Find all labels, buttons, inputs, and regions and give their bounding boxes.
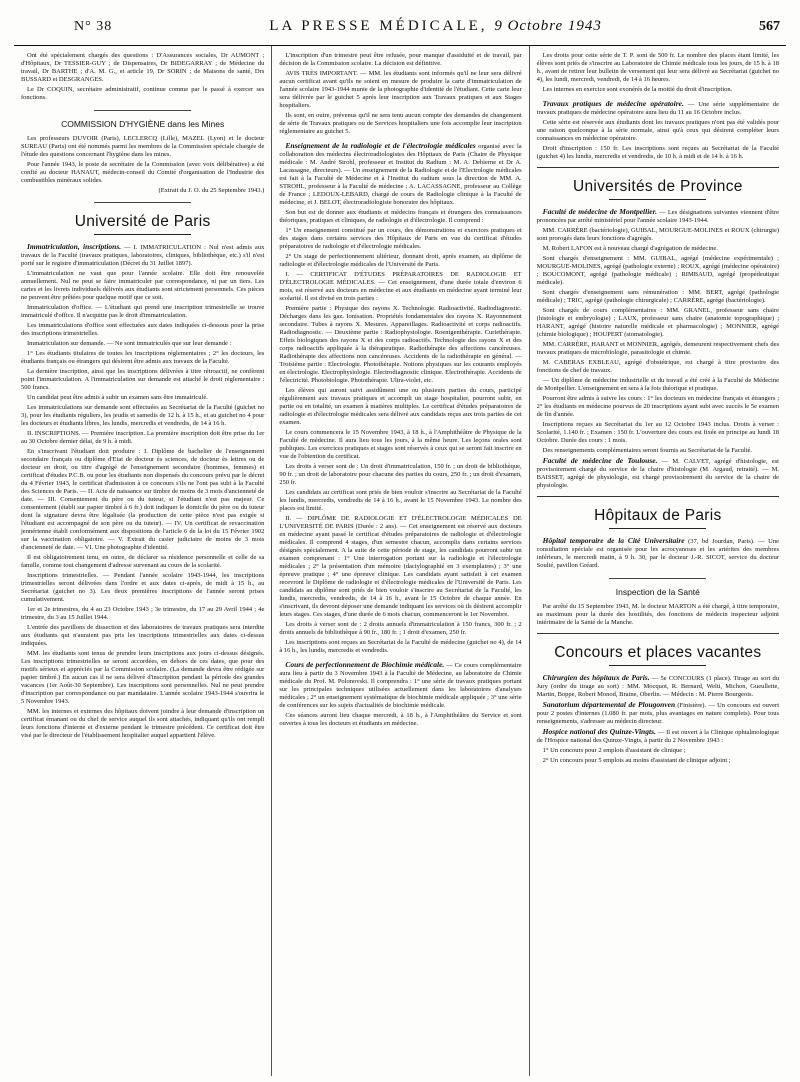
section-title-inspection: Inspection de la Santé	[615, 587, 700, 597]
section-title-univ-paris: Université de Paris	[21, 213, 264, 235]
paragraph	[537, 457, 779, 490]
paragraph: 1° Les étudiants titulaires de toutes les inscriptions réglementaires ; 2° les docteurs, les étudiants français ou étrangers qui désirent être admis aux travaux de la Faculté.	[21, 350, 265, 365]
paragraph: Ils sont, en outre, prévenus qu'il ne sera tenu aucun compte des demandes de changement de série de Travaux pratiques ou de Services hospitaliers une fois accomplie leur inscription réglementaire au guichet 5.	[279, 112, 522, 135]
paragraph	[279, 142, 521, 207]
paragraph-text: — M. CALVET, agrégé d'histologie, est provisoirement chargé du service de la chaire d'histologie (M. Argaud, retraité). — M. BAISSET, agrégé de physiologie, est chargé provisoirement du service de la chaire de physiologie.	[536, 458, 779, 489]
paragraph: I. — CERTIFICAT D'ÉTUDES PRÉPARATOIRES DE RADIOLOGIE ET D'ÉLECTROLOGIE MÉDICALES. — Cet enseignement, d'une durée totale d'environ 6 mois, est réservé aux docteurs en médecine et aux étudiants en médecine ayant terminé leur scolarité. Il est divisé en trois parties :	[279, 271, 522, 302]
lead-heading: Travaux pratiques de médecine opératoire.	[542, 99, 684, 108]
lead-heading: Hôpital temporaire de la Cité Universitaire	[542, 536, 685, 545]
paragraph: Les internes en exercice sont exonérés de la moitié du droit d'inscription.	[542, 86, 733, 93]
paragraph: 2° Un concours pour 5 emplois au moins d'assistant de clinique adjoint ;	[542, 757, 731, 764]
column-2	[271, 46, 528, 1076]
column-1	[14, 46, 271, 1076]
paragraph: Pourront être admis à suivre les cours : 1° les docteurs en médecine français et étrangers ; 2° les étudiants en médecine pourvus de 20 inscriptions ayant subi avec succès le 5e examen de fin d'année.	[536, 395, 779, 418]
paragraph: AVIS TRÈS IMPORTANT. — MM. les étudiants sont informés qu'il ne leur sera délivré aucun certificat avant qu'ils ne soient en mesure de produire la carte d'immatriculation de l'année scolaire 1943-1944 munie de la photographie d'identité de l'étudiant. Cette carte leur sera délivrée par le guichet 5 après leur inscription aux Travaux pratiques et aux Stages hospitaliers.	[279, 70, 522, 109]
lead-heading: Chirurgien des hôpitaux de Paris.	[542, 673, 650, 682]
paragraph: En s'inscrivant l'étudiant doit produire : I. Diplôme de bachelier de l'enseignement secondaire français ou diplôme d'Etat de docteur ès sciences, de docteur ès lettres ou de docteur en droit, ou titre d'agrégé de l'enseignement secondaire (hommes, femmes) et certificat d'études P.C.B. ou pour les étudiants non dispensés du concours prévu par le décret du 4 Février 1943, le certificat d'admission à ce concours s'ils ne l'ont pas subi à la Faculté des Sciences de Paris. — II. Acte de naissance sur timbre de moins de 3 mois d'ancienneté de date. — III. Consentement du père ou du tuteur, si l'étudiant n'est pas majeur. Ce consentement (établi sur papier timbré à 6 fr.) doit indiquer le domicile du père ou du tuteur dont la signature devra être légalisée (la production de cette pièce n'est pas exigée si l'étudiant est accompagné de son père ou du tuteur). — IV. Un certificat de revaccination jennérienne établi conformément aux dispositions de l'article 6 de la loi du 15 Février 1902 sur la vaccination obligatoire. — V. Extrait du casier judiciaire de moins de 3 mois d'ancienneté de date. — VI. Une photographie d'identité.	[21, 448, 265, 551]
paragraph: MM. les internes et externes des hôpitaux doivent joindre à leur demande d'inscription un certificat émanant ou du chef de service auquel ils sont attachés, indiquant qu'ils ont rempli leurs fonctions d'interne et d'externe pendant le trimestre précédent. Ce certificat doit être visé par le directeur de l'établissement hospitalier auquel appartient l'élève.	[21, 708, 265, 739]
paragraph	[537, 100, 779, 117]
columns	[14, 46, 786, 1076]
lead-heading: Cours de perfectionnement de Biochimie médicale.	[285, 660, 445, 669]
paragraph: Les immatriculations d'office sont effectuées aux dates indiquées ci-dessous pour la prise des inscriptions trimestrielles.	[21, 322, 265, 337]
paragraph-text: (37, bd Jourdan, Paris). — Une consultation spéciale est organisée pour les acrocyanoses et les artérites des membres inférieurs, le mercredi matin, à 9 h. 30, par le docteur J.-R. SICOT, service du docteur Soulié, pavillon Gréard.	[536, 538, 780, 569]
section-title-hopitaux: Hôpitaux de Paris	[537, 507, 779, 529]
section-title-province: Universités de Province	[537, 178, 779, 200]
paragraph: Les immatriculations sur demande sont effectuées au Secrétariat de la Faculté (guichet no 3), pour les étudiants réguliers, les jeudis et samedis de 12 h. à 15 h., et au guichet no 4 pour les docteurs et étudiants libres, les lundis, mercredis et vendredis, de 14 à 16 h.	[21, 404, 265, 427]
section-title-concours: Concours et places vacantes	[537, 644, 779, 666]
paragraph: 1er et 2e trimestres, du 4 au 23 Octobre 1943 ; 3e trimestre, du 17 au 29 Avril 1944 ; 4e trimestre, du 3 au 15 Juillet 1944.	[21, 606, 265, 621]
paragraph: Les inscriptions sont reçues au Secrétariat de la Faculté de médecine (guichet no 4), de 14 à 16 h., les lundis, mercredis et vendredis.	[279, 639, 522, 654]
paragraph: Les professeurs DUVOIR (Paris), LECLERCQ (Lille), MAZEL (Lyon) et le docteur SUREAU (Paris) ont été nommés parmi les membres de la Commission spéciale chargée de l'étude des questions concernant l'hygiène dans les mines.	[21, 135, 265, 158]
paragraph: Inscriptions reçues au Secrétariat du 1er au 12 Octobre 1943 inclus. Droits à verser : Scolarité, 1.140 fr. ; Examen : 150 fr. L'ouverture des cours est fixée en principe au lundi 18 Octobre. Durée des cours : 1 mois.	[536, 421, 779, 444]
lead-heading: Sanatorium départemental de Plougonven	[542, 700, 676, 709]
paragraph-text: — 5e CONCOURS (1 place). Tirage au sort du Jury (ordre du tirage au sort) : MM. Mocquot, R. Bernard, Welti, Michon, Gueullette, Martin, Boppe, Robert Monod, Braine, Oberlin. — Médecin : M. Pierre Bourgeois.	[536, 675, 779, 698]
paragraph: Première partie : Physique des rayons X. Technologie. Radioactivité. Radiodiagnostic. Décharges dans les gaz. Ionisation. Propriétés fondamentales des rayons X. Rayonnement secondaire. Tubes à rayons X. Mesures. Appareillages. Radioactivité et corps radioactifs. Radiodiagnostic. — Deuxième partie : Radiophysiologie. Roentgenthérapie. Curiethérapie. Effets biologiques des rayons X et des corps radioactifs. Technologie des rayons X et des corps radioactifs appliquée à la thérapeutique. Radiothérapie des affections cancéreuses. Radiothérapie des affections non cancéreuses. Accidents de la radiothérapie en général. — Troisième partie : Electrologie. Photothérapie. Notions physiques sur les courants employés en électrologie. Electrophysiologie. Electrodiagnostic clinique. Electrothérapie. Accidents de l'électricité. Photobiologie. Photothérapie. Ultra-violet, etc.	[279, 305, 522, 384]
divider	[609, 578, 706, 579]
paragraph: Sont chargés d'enseignement sans rémunération : MM. BERT, agrégé (pathologie médicale) ; TRIC, agrégé (pathologie chirurgicale) ; CARRÈRE, agrégé (bactériologie).	[536, 289, 779, 304]
paragraph: Sont chargés d'enseignement : MM. GUIBAL, agrégé (médecine expérimentale) ; MOURGUE-MOLINES, agrégé (pathologie externe) ; ROUX, agrégé (médecine opératoire) ; BOUCOMONT, agrégé (pathologie médicale) ; RIMBAUD, agrégé (propédeutique médicale).	[536, 255, 779, 286]
paragraph: — Un diplôme de médecine industrielle et du travail a été créé à la Faculté de Médecine de Montpellier. L'enseignement en sera à la fois théorique et pratique.	[536, 377, 779, 392]
paragraph	[537, 537, 779, 570]
paragraph: L'immatriculation ne vaut que pour l'année scolaire. Elle doit être renouvelée annuellement. Nul ne peut se faire immatriculer par correspondance, ni par un tiers. Les cartes et les livrets individuels délivrés aux étudiants sont strictement personnels. Ces pièces ne peuvent être prêtées pour quelque motif que ce soit.	[21, 270, 265, 301]
lead-heading: Immatriculation, inscriptions.	[27, 242, 122, 251]
paragraph: Droit d'inscription : 150 fr. Les inscriptions sont reçues au Secrétariat de la Faculté (guichet 4) les lundis, mercredis et vendredis, de 10 h. à midi et de 14 h. à 16 h.	[536, 145, 779, 160]
source-note: (Extrait du J. O. du 25 Septembre 1943.)	[158, 187, 265, 194]
masthead	[14, 18, 786, 46]
paragraph: L'inscription d'un trimestre peut être refusée, pour manque d'assiduité et de travail, par décision de la Commission scolaire. La décision est définitive.	[279, 52, 522, 67]
paragraph	[21, 243, 264, 268]
divider	[537, 167, 779, 168]
paragraph: Son but est de donner aux étudiants et médecins français et étrangers des connaissances théoriques, pratiques et cliniques, de radiologie et d'électrologie. Il comprend :	[279, 209, 522, 224]
paragraph	[537, 674, 779, 699]
paragraph: Inscriptions trimestrielles. — Pendant l'année scolaire 1943-1944, les inscriptions trimestrielles seront délivrées dans l'ordre et aux dates ci-après, de midi à 15 h., au Secrétariat (guichet no 3). Les deux premières inscriptions de l'année seront prises cumulativement.	[21, 572, 265, 603]
paragraph: Il est obligatoirement tenu, en outre, de déclarer sa résidence personnelle et celle de sa famille, comme tout changement d'adresse survenant au cours de la scolarité.	[21, 554, 265, 569]
divider	[94, 202, 191, 203]
paragraph: La dernière inscription, ainsi que les inscriptions délivrées à titre rétroactif, ne confèrent point l'immatriculation. A l'immatriculation sur demande est attaché le droit réglementaire : 500 francs.	[21, 368, 265, 391]
paragraph	[279, 661, 521, 710]
paragraph: Le Dr COQUIN, secrétaire administratif, continue comme par le passé à exercer ses fonctions.	[21, 86, 265, 101]
paragraph: Les candidats au certificat sont priés de bien vouloir s'inscrire au Secrétariat de la Faculté les lundis, mercredis, vendredis de 14 à 16 h., avant le 15 Novembre 1943. Le nombre des places est limité.	[279, 489, 522, 512]
paragraph: Les droits à verser sont de : 2 droits annuels d'immatriculation à 150 francs, 300 fr. ; 2 droits annuels de bibliothèque à 90 fr., 180 fr. ; 1 droit d'examen, 250 fr.	[279, 621, 522, 636]
paragraph: Les droits à verser sont de : Un droit d'immatriculation, 150 fr. ; un droit de bibliothèque, 90 fr. ; un droit de laboratoire pour chacune des parties du cours, 250 fr. ; un droit d'examen, 250 fr.	[279, 463, 522, 486]
paragraph: Immatriculation d'office. — L'étudiant qui prend une inscription trimestrielle se trouve immatriculé d'office. Il n'acquitte pas le droit d'immatriculation.	[21, 304, 265, 319]
paragraph	[537, 701, 779, 726]
paragraph: 1° Un enseignement constitué par un cours, des démonstrations et exercices pratiques et des stages dans certains services des Hôpitaux de Paris en vue du certificat d'études préparatoires de radiologie et d'électrologie médicales.	[279, 227, 522, 250]
paragraph: Le cours commencera le 15 Novembre 1943, à 18 h., à l'Amphithéâtre de Physique de la Faculté de médecine. Il aura lieu tous les jours, à la même heure. Les leçons orales sont publiques. Les exercices pratiques et stages sont réservés à ceux qui se seront fait inscrire en vue de l'obtention du certificat.	[279, 429, 522, 460]
paragraph: Les droits pour cette série de T. P. sont de 500 fr. Le nombre des places étant limité, les élèves sont priés de s'inscrire au Laboratoire de Chimie médicale tous les jours, de 15 h. à 18 h., avant de retirer leur bulletin de versement qui leur sera délivré au Secrétariat (guichet no 4), les lundi, mercredi, vendredi, de 14 à 16 heures.	[536, 52, 779, 83]
paragraph: II. INSCRIPTIONS. — Première inscription. La première inscription doit être prise du 1er au 30 Octobre dernier délai, de 9 h. à midi.	[21, 430, 265, 445]
paragraph: Des renseignements complémentaires seront fournis au Secrétariat de la Faculté.	[542, 447, 753, 454]
paragraph: Par arrêté du 15 Septembre 1943, M. le docteur MARTON a été chargé, à titre temporaire, au maximum pour la durée des hostilités, des fonctions de médecin inspecteur adjoint intérimaire de la Santé de la Manche.	[536, 603, 779, 626]
paragraph-text: — Ce cours complémentaire aura lieu à partir du 3 Novembre 1943 à la Faculté de Médecine, au laboratoire de Chimie médicale du Prof. M. Polonovski. Il comprendra : 1° une série de travaux pratiques portant sur les principales techniques utilisées actuellement dans les laboratoires d'analyses médicales ; 2° un enseignement systématique de biochimie médicale appliquée ; 3° une série de conférences sur les sujets d'actualités de biochimie médicale.	[279, 662, 522, 709]
paragraph: Ces séances auront lieu chaque mercredi, à 18 h., à l'Amphithéâtre du Service et sont ouvertes à tous les docteurs et étudiants en médecine.	[279, 712, 522, 727]
lead-heading: Faculté de médecine de Toulouse.	[542, 456, 658, 465]
paragraph: Pour l'année 1943, le poste de secrétaire de la Commission (avec voix délibérative) a été confié au docteur HANAUT, médecin-conseil du Comité d'organisation de l'Industrie des combustibles minéraux solides.	[21, 161, 265, 184]
lead-heading: Enseignement de la radiologie et de l'électrologie médicales	[285, 141, 476, 150]
paragraph-text: organisé avec la collaboration des médecins électroradiologistes des Hôpitaux de Paris (Chaire de Physique médicale : M. André Strohl, professeur et Institut du Radium : M. A. Debierne et Dr A. Lacassagne, directeurs). — Un enseignement de la Radiologie et de l'Electrologie médicales est fait à la Faculté de Médecine et à l'Institut du radium sous la direction de MM. A. STROHL, professeur à la Faculté de médecine ; A. LACASSAGNE, professeur au Collège de France ; LEDOUX-LEBARD, chargé de cours de Radiologie clinique à la Faculté de médecine, et J. BELOT, électroradiologiste honoraire des hôpitaux.	[279, 143, 522, 206]
paragraph-text: — Une série supplémentaire de travaux pratiques de médecine opératoire aura lieu du 11 au 16 Octobre inclus.	[536, 101, 779, 116]
journal-name: LA PRESSE MÉDICALE,	[269, 18, 488, 34]
paragraph: Les élèves qui auront suivi assidûment une ou plusieurs parties du cours, participé régulièrement aux travaux pratiques et accompli un stage hospitalier, pourront subir, en partie ou en totalité, un examen à matières multiples. Le certificat d'études préparatoires de radiologie et d'électrologie médicales sera délivré aux candidats reçus aux trois parties de cet examen.	[279, 387, 522, 426]
paragraph: Immatriculation sur demande. — Ne sont immatriculés que sur leur demande :	[27, 340, 232, 347]
paragraph-text: — Les désignations suivantes viennent d'être prononcées par arrêté ministériel pour l'année scolaire 1943-1944.	[536, 209, 780, 224]
paragraph: MM. CARRÈRE (bactériologie), GUIBAL, MOURGUE-MOLINES et ROUX (chirurgie) sont prorogés dans leurs fonctions d'agrégés.	[536, 227, 779, 242]
paragraph: Un candidat peut être admis à subir un examen sans être immatriculé.	[27, 394, 208, 401]
column-3	[529, 46, 786, 1076]
paragraph: Sont chargés de cours complémentaires : MM. GRANEL, professeur sans chaire (histologie et embryologie) ; LAUX, professeur sans chaire (anatomie topographique) ; HARANT, agrégé (histoire naturelle médicale et pharmacologie) ; MONNIER, agrégé (chimie biologique) ; HOUPERT (stomatologie).	[536, 307, 779, 338]
paragraph: II. — DIPLÔME DE RADIOLOGIE ET D'ÉLECTROLOGIE MÉDICALES DE L'UNIVERSITÉ DE PARIS (Durée : 2 ans). — Cet enseignement est réservé aux docteurs en médecine ayant passé le certificat d'études préparatoires de radiologie et d'électrologie médicales. Il comprend 4 stages, d'un semestre chacun, accomplis dans certains services désignés spécialement. A la suite de cette période de stage, les candidats pourront subir un examen comprenant : 1° Une interrogation portant sur la radiologie et l'électrologie médicales ; 2° la présentation d'un mémoire (dactylographié en 3 exemplaires) ; 3° une épreuve pratique ; 4° une épreuve clinique. Les candidats ayant satisfait à cet examen recevront le Diplôme de radiologie et d'électrologie médicales de l'Université de Paris. Les candidats au diplôme sont priés de bien vouloir s'inscrire au Secrétariat de la Faculté, les lundis, mercredis, vendredis, de 14 à 16 h., avant le 15 Octobre de chaque année. En s'inscrivant, ils devront déposer une demande indiquant les services où ils désirent accomplir leurs stages. Ces stages, d'une durée de 6 mois chacun, commenceront le 1er Novembre.	[279, 515, 522, 618]
divider	[537, 633, 779, 634]
paragraph-text: (Finistère). — Un concours est ouvert pour 2 postes d'internes (1.080 fr. par mois, plus avantages en nature complets). Pour tous renseignements, s'adresser au médecin directeur.	[536, 702, 780, 725]
paragraph: M. CABERAS EXBLEAU, agrégé d'obstétrique, est chargé à titre provisoire des fonctions de chef de travaux.	[536, 359, 779, 374]
paragraph	[537, 208, 779, 225]
paragraph: M. Robert LAFON est à nouveau chargé d'agrégation de médecine.	[542, 245, 718, 252]
paragraph: MM. CARRÈRE, HARANT et MONNIER, agrégés, demeurent respectivement chefs des travaux pratiques de microbiologie, parasitologie et chimie.	[536, 341, 779, 356]
paragraph	[537, 728, 779, 745]
paragraph-text: — I. IMMATRICULATION : Nul n'est admis aux travaux de la Faculté (travaux pratiques, laboratoires, cliniques, bibliothèque, etc.) s'il n'est porté sur le registre d'immatriculation (Décret du 31 Juillet 1897).	[21, 244, 265, 267]
lead-heading: Hospice national des Quinze-Vingts.	[542, 727, 656, 736]
issue-date: 9 Octobre 1943	[494, 18, 602, 34]
lead-heading: Faculté de médecine de Montpellier.	[542, 207, 658, 216]
page-number: 567	[759, 19, 780, 34]
divider	[537, 496, 779, 497]
paragraph: Ont été spécialement chargés des questions : D'Assurances sociales, Dr AUMONT ; d'Hôpitaux, Dr TESSIER-GUY ; de Dispensaires, Dr BIDEGARRAY ; de Médecine du travail, Dr BARTHE ; d'A. M. G., et article 19, Dr SORIN ; de Maisons de santé, Drs BUSSARD et DESGRANGES.	[21, 52, 265, 83]
paragraph: 1° Un concours pour 2 emplois d'assistant de clinique ;	[542, 747, 686, 754]
paragraph-text: — Il est ouvert à la Clinique ophtalmologique de l'Hospice national des Quinze-Vingts, à partir du 2 Novembre 1943 :	[536, 729, 779, 744]
paragraph: L'entrée des pavillons de dissection et des laboratoires de travaux pratiques sera interdite aux étudiants qui n'auraient pas pris les inscriptions trimestrielles aux dates ci-dessus indiquées.	[21, 624, 265, 647]
paragraph: 2° Un stage de perfectionnement ultérieur, donnant droit, après examen, au diplôme de radiologie et d'électrologie médicales de l'Université de Paris.	[279, 253, 522, 268]
issue-number: N° 38	[74, 19, 113, 34]
journal-title	[269, 18, 602, 35]
divider	[94, 110, 191, 111]
section-title-commission: COMMISSION D'HYGIÈNE dans les Mines	[61, 119, 225, 129]
paragraph: Cette série est réservée aux étudiants dont les travaux pratiques n'ont pas été validés pour une raison quelconque à la série normale, ainsi qu'à ceux qui désirent compléter leurs connaissances en médecine opératoire.	[536, 119, 779, 142]
paragraph: MM. les étudiants sont tenus de prendre leurs inscriptions aux jours ci-dessus désignés. Les inscriptions trimestrielles ne seront accordées, en dehors de ces dates, que pour des motifs sérieux et appréciés par la Commission scolaire. (La demande devra être rédigée sur papier timbré.) En aucun cas il ne sera délivré d'inscription pendant la période des grandes vacances (1er Août-30 Septembre). Les inscriptions sont personnelles. Nul ne peut prendre d'inscription par correspondance ou par mandataire. L'année scolaire 1943-1944 s'ouvrira le 5 Novembre 1943.	[21, 650, 265, 705]
